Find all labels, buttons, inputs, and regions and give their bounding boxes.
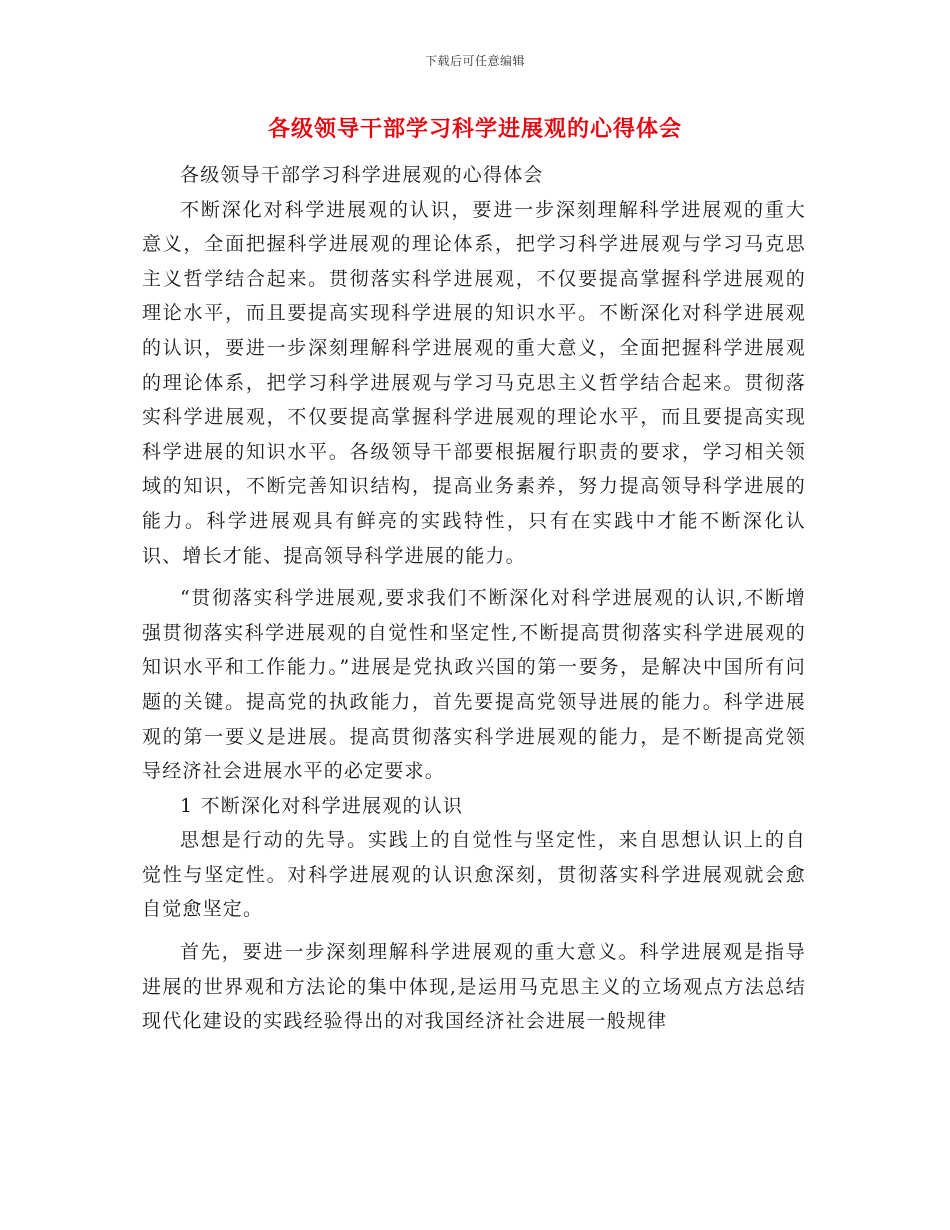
paragraph: 首先，要进一步深刻理解科学进展观的重大意义。科学进展观是指导进展的世界观和方法论的集中体现,是运用马克思主义的立场观点方法总结现代化建设的实践经验得出的对我国经济社会进展一般规律 xyxy=(142,941,806,1033)
document-body xyxy=(142,158,806,1039)
section-heading: 1 不断深化对科学进展观的认识 xyxy=(180,794,464,817)
paragraph-subtitle: 各级领导干部学习科学进展观的心得体会 xyxy=(180,164,544,186)
paragraph: “贯彻落实科学进展观,要求我们不断深化对科学进展观的认识,不断增强贯彻落实科学进展观的自觉性和坚定性,不断提高贯彻落实科学进展观的知识水平和工作能力。”进展是党执政兴国的第一要务，是解决中国所有问题的关键。提高党的执政能力，首先要提高党领导进展的能力。科学进展观的第一要义是进展。提高贯彻落实科学进展观的能力，是不断提高党领导经济社会进展水平的必定要求。 xyxy=(142,587,806,783)
paragraph: 思想是行动的先导。实践上的自觉性与坚定性，来自思想认识上的自觉性与坚定性。对科学进展观的认识愈深刻，贯彻落实科学进展观就会愈自觉愈坚定。 xyxy=(142,829,806,921)
document-title: 各级领导干部学习科学进展观的心得体会 xyxy=(267,116,682,142)
header-note: 下载后可任意编辑 xyxy=(424,54,525,68)
paragraph: 不断深化对科学进展观的认识，要进一步深刻理解科学进展观的重大意义，全面把握科学进展观的理论体系，把学习科学进展观与学习马克思主义哲学结合起来。贯彻落实科学进展观，不仅要提高掌握科学进展观的理论水平，而且要提高实现科学进展的知识水平。不断深化对科学进展观的认识，要进一步深刻理解科学进展观的重大意义，全面把握科学进展观的理论体系，把学习科学进展观与学习马克思主义哲学结合起来。贯彻落实科学进展观，不仅要提高掌握科学进展观的理论水平，而且要提高实现科学进展的知识水平。各级领导干部要根据履行职责的要求，学习相关领域的知识，不断完善知识结构，提高业务素养，努力提高领导科学进展的能力。科学进展观具有鲜亮的实践特性，只有在实践中才能不断深化认识、增长才能、提高领导科学进展的能力。 xyxy=(142,198,806,567)
